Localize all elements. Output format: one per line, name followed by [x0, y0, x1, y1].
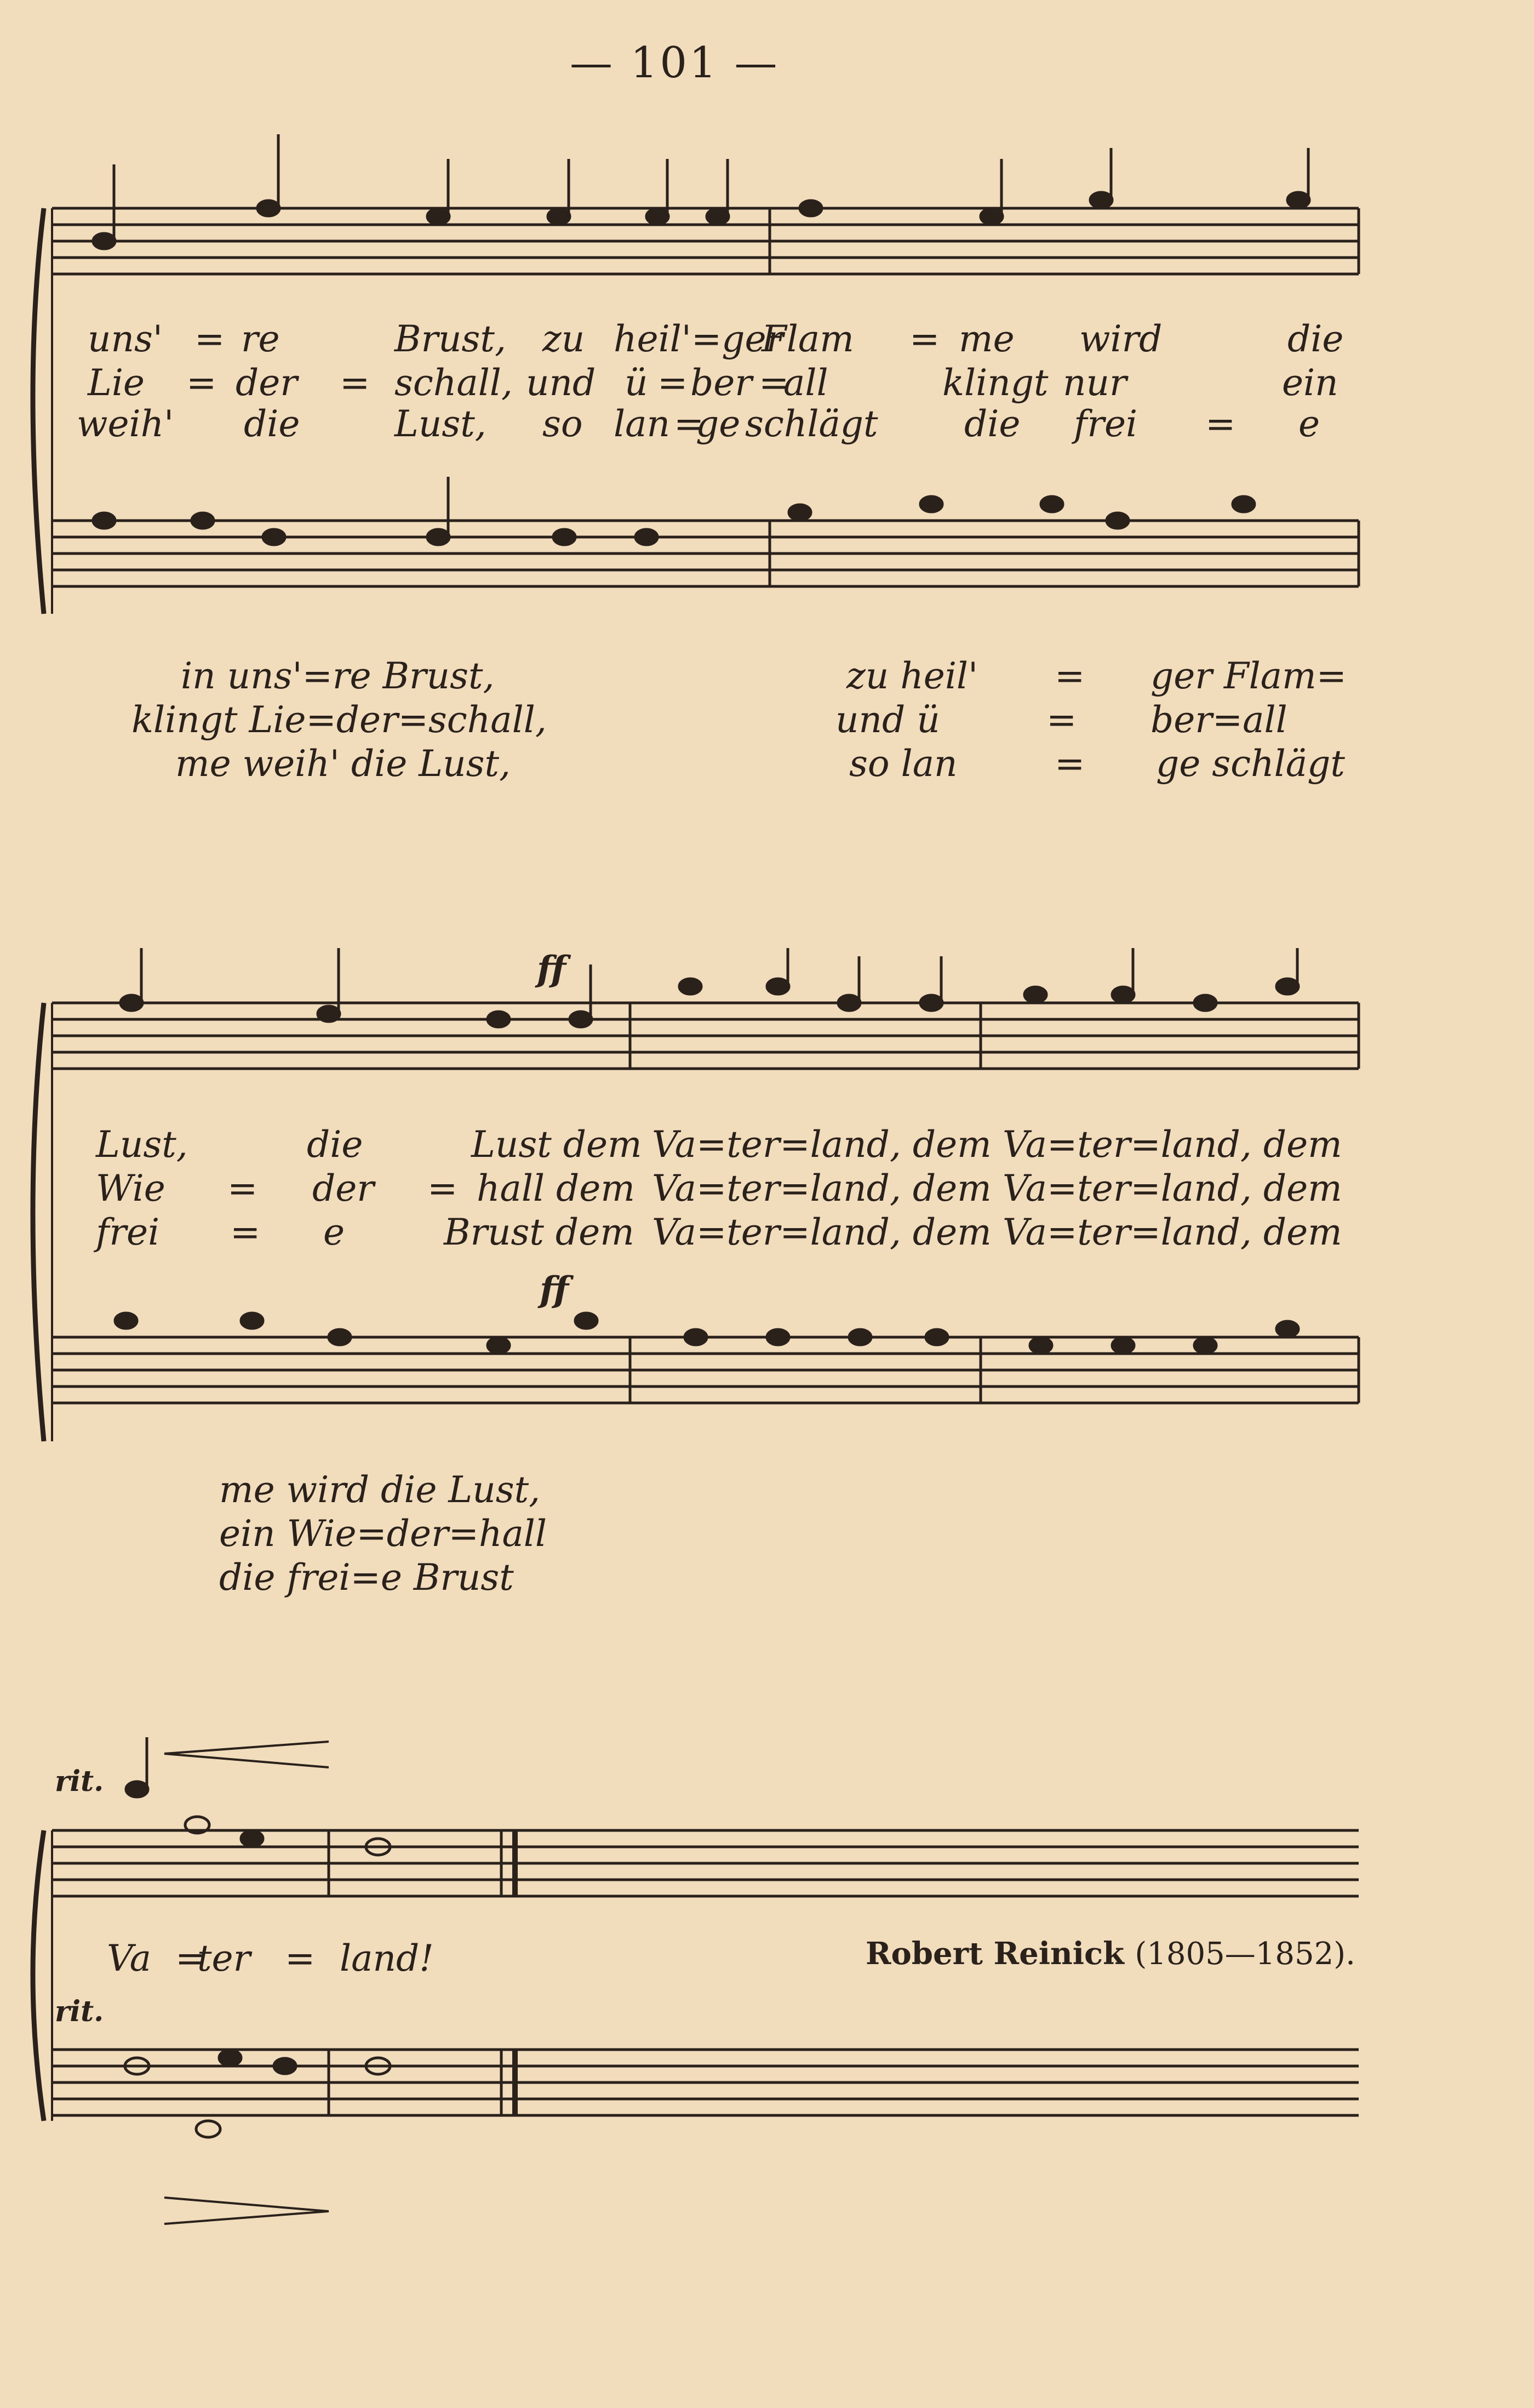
lyric: ge [696, 403, 741, 445]
lyric: Va=ter=land, dem [652, 1123, 992, 1166]
lyric: Lust dem [471, 1123, 642, 1166]
lyric: so [542, 403, 583, 445]
lyric: und ü [835, 699, 940, 741]
system-1-lower-staff [52, 521, 1359, 586]
lyric: re [241, 318, 280, 360]
page-number: — 101 — [570, 38, 780, 88]
lyric: heil'=ger [614, 318, 784, 360]
lyric: = [194, 318, 225, 360]
lyric: Lust, [394, 403, 486, 445]
lyric: ger Flam= [1150, 655, 1347, 697]
lyric: und [526, 362, 596, 404]
lyric: Lie [88, 362, 145, 404]
lyric: hall dem [477, 1167, 635, 1209]
lyric: = [175, 1937, 206, 1979]
lyric: frei [96, 1211, 160, 1253]
lyric: e [323, 1211, 345, 1253]
system-2-upper-staff [52, 1003, 1359, 1069]
lyric: Va=ter=land, dem [652, 1167, 992, 1209]
lyric: schlägt [745, 403, 878, 445]
lyric: die [1287, 318, 1344, 360]
lyric: ter [197, 1937, 251, 1979]
lyric: me weih' die Lust, [175, 743, 511, 785]
author-credit [866, 1936, 1355, 1972]
lyric: Va=ter=land, dem [1003, 1123, 1342, 1166]
lyric: ein [1282, 362, 1338, 404]
lyric: = [285, 1937, 316, 1979]
lyric: e [1298, 403, 1320, 445]
lyric: die [244, 403, 300, 445]
lyric: = [1055, 743, 1085, 785]
lyric: all [783, 362, 828, 404]
lyric: ber [690, 362, 752, 404]
lyric: = [674, 403, 705, 445]
system-3-brace [33, 1830, 44, 2121]
lyric: klingt [942, 362, 1049, 404]
lyric: Brust, [394, 318, 506, 360]
lyric: = [1205, 403, 1236, 445]
system-3-lower-staff [52, 2050, 1359, 2115]
system-2-lower-staff [52, 1337, 1359, 1403]
lyric: = [227, 1167, 258, 1209]
lyric: frei [1074, 403, 1138, 445]
lyric: wird [1079, 318, 1163, 360]
lyric: Wie [96, 1167, 165, 1209]
lyric: Va=ter=land, dem [1003, 1167, 1342, 1209]
lyric: die [307, 1123, 363, 1166]
dynamic-ff-lower: ff [540, 1269, 569, 1310]
lyric: nur [1063, 362, 1127, 404]
lyric: = [230, 1211, 261, 1253]
system-1-brace [33, 208, 44, 614]
lyric: = [1055, 655, 1085, 697]
lyric: zu heil' [846, 655, 978, 697]
tempo-mark-rit-lower: rit. [55, 1995, 104, 2028]
lyric: in uns'=re Brust, [181, 655, 495, 697]
lyric: Flam [762, 318, 854, 360]
lyric: Va=ter=land, dem [652, 1211, 992, 1253]
lyric: die frei=e Brust [219, 1556, 514, 1599]
lyric: Va=ter=land, dem [1003, 1211, 1342, 1253]
lyric: ü [625, 362, 648, 404]
lyric: land! [340, 1937, 434, 1979]
author-name: Robert Reinick [866, 1936, 1124, 1972]
lyric: = [427, 1167, 458, 1209]
lyric: me wird die Lust, [219, 1469, 541, 1511]
system-1-upper-staff [52, 208, 1359, 274]
tempo-mark-rit-upper: rit. [55, 1765, 104, 1798]
lyric: der [312, 1167, 374, 1209]
lyric: = [759, 362, 789, 404]
lyric: weih' [77, 403, 174, 445]
lyric: = [186, 362, 217, 404]
dynamic-ff-upper: ff [537, 949, 566, 990]
author-years: (1805—1852). [1135, 1936, 1355, 1972]
lyric: Brust dem [444, 1211, 634, 1253]
lyric: so lan [849, 743, 958, 785]
lyric: = [1046, 699, 1077, 741]
lyric: uns' [88, 318, 163, 360]
lyric: lan [614, 403, 670, 445]
system-2-brace [33, 1003, 44, 1441]
lyric: = [657, 362, 688, 404]
lyric: ber=all [1150, 699, 1287, 741]
lyric: = [909, 318, 940, 360]
crescendo-hairpin [164, 1742, 329, 1767]
lyric: die [964, 403, 1021, 445]
lyric: schall, [394, 362, 513, 404]
decrescendo-hairpin [164, 2198, 329, 2224]
lyric: Lust, [96, 1123, 188, 1166]
lyric: = [340, 362, 370, 404]
lyric: zu [542, 318, 585, 360]
lyric: ge schlägt [1156, 743, 1345, 785]
lyric: me [959, 318, 1015, 360]
lyric: ein Wie=der=hall [219, 1513, 547, 1555]
lyric: der [236, 362, 297, 404]
lyric: Va [107, 1937, 151, 1979]
lyric: klingt Lie=der=schall, [131, 699, 547, 741]
